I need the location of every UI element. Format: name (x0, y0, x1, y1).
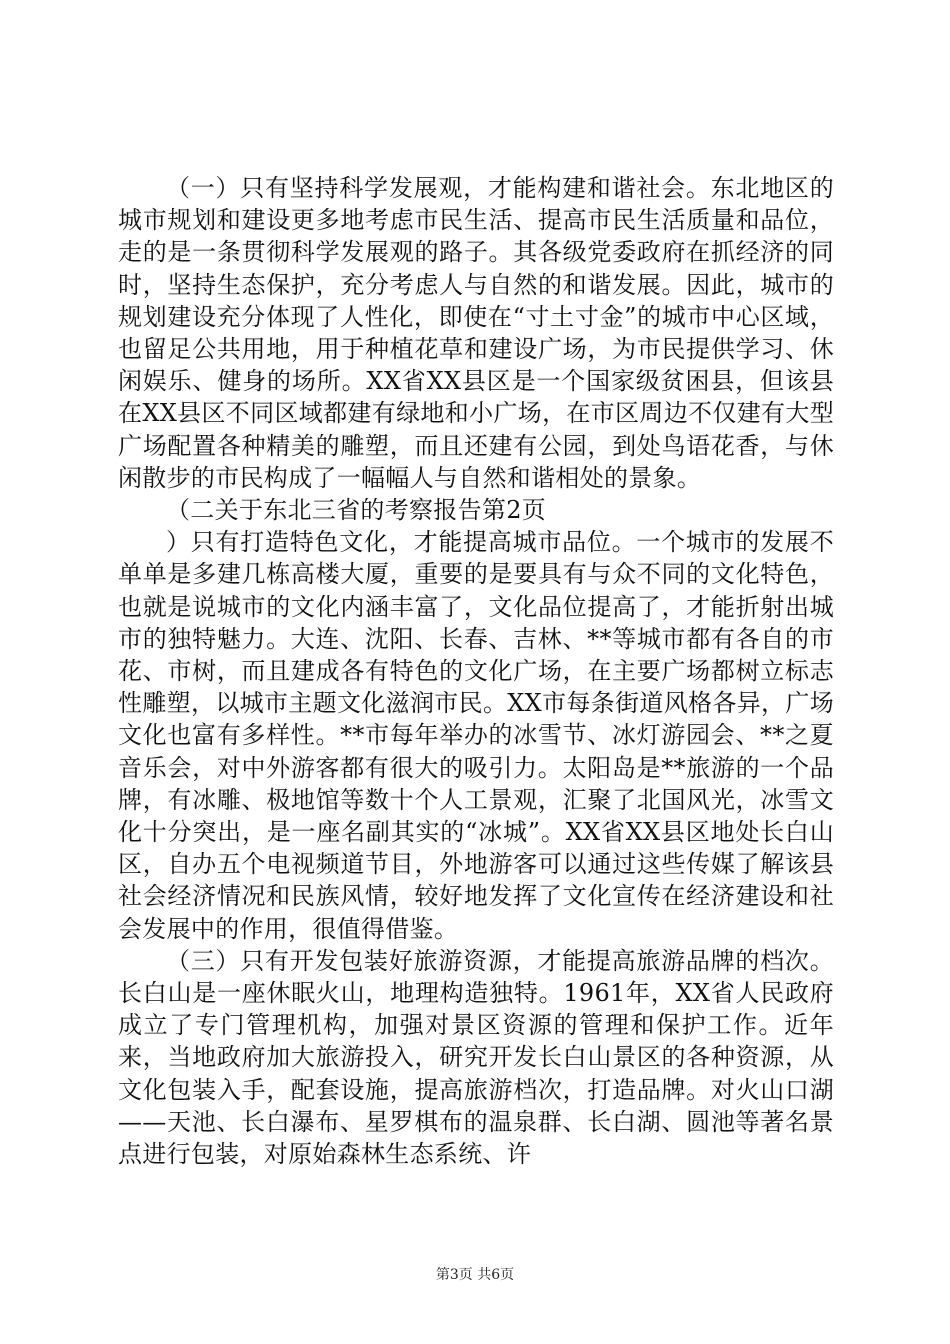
paragraph-1: （一）只有坚持科学发展观，才能构建和谐社会。东北地区的城市规划和建设更多地考虑市民生活、提高市民生活质量和品位，走的是一条贯彻科学发展观的路子。其各级党委政府在抓经济的同时，坚持生态保护，充分考虑人与自然的和谐发展。因此，城市的规划建设充分体现了人性化，即使在“寸土寸金”的城市中心区域，也留足公共用地，用于种植花草和建设广场，为市民提供学习、休闲娱乐、健身的场所。XX省XX县区是一个国家级贫困县，但该县在XX县区不同区域都建有绿地和小广场，在市区周边不仅建有大型广场配置各种精美的雕塑，而且还建有公园，到处鸟语花香，与休闲散步的市民构成了一幅幅人与自然和谐相处的景象。 (118, 174, 834, 492)
paragraph-2-body: ）只有打造特色文化，才能提高城市品位。一个城市的发展不单单是多建几栋高楼大厦，重要的是要具有与众不同的文化特色，也就是说城市的文化内涵丰富了，文化品位提高了，才能折射出城市的独特魅力。大连、沈阳、长春、吉林、**等城市都有各自的市花、市树，而且建成各有特色的文化广场，在主要广场都树立标志性雕塑，以城市主题文化滋润市民。XX市每条街道风格各异，广场文化也富有多样性。**市每年举办的冰雪节、冰灯游园会、**之夏音乐会，对中外游客都有很大的吸引力。太阳岛是**旅游的一个品牌，有冰雕、极地馆等数十个人工景观，汇聚了北国风光，冰雪文化十分突出，是一座名副其实的“冰城”。XX省XX县区地处长白山区，自办五个电视频道节目，外地游客可以通过这些传媒了解该县社会经济情况和民族风情，较好地发挥了文化宣传在经济建设和社会发展中的作用，很值得借鉴。 (118, 528, 834, 943)
paragraph-3: （三）只有开发包装好旅游资源，才能提高旅游品牌的档次。长白山是一座休眠火山，地理构造独特。1961年，XX省人民政府成立了专门管理机构，加强对景区资源的管理和保护工作。近年来，当地政府加大旅游投入，研究开发长白山景区的各种资源，从文化包装入手，配套设施，提高旅游档次，打造品牌。对火山口湖——天池、长白瀑布、星罗棋布的温泉群、长白湖、圆池等著名景点进行包装，对原始森林生态系统、许 (118, 946, 834, 1169)
page-footer: 第3页 共6页 (435, 1267, 515, 1283)
paragraph-2-heading: （二关于东北三省的考察报告第2页 (166, 496, 547, 525)
document-body (118, 172, 834, 1170)
